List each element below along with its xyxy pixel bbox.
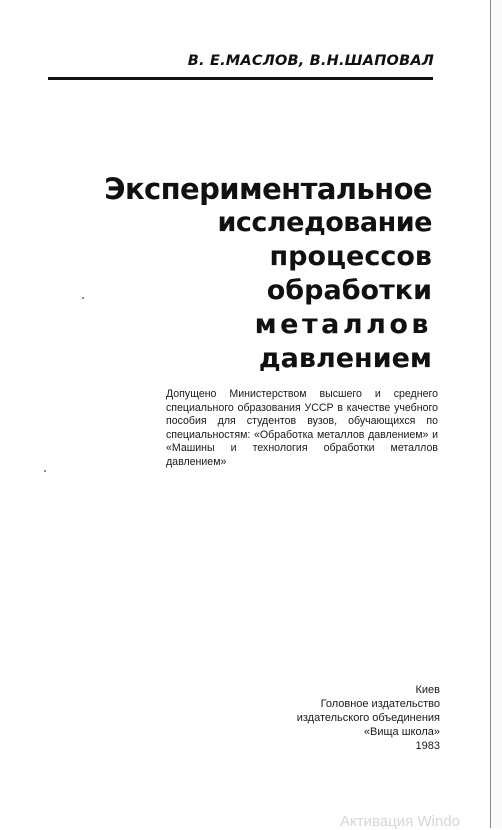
title-line-4: обработки <box>266 275 432 306</box>
imprint-year: 1983 <box>415 740 440 752</box>
approval-statement: Допущено Министерством высшего и среднего специального образования УССР в качестве учебного пособия для студентов вузов, обучающихся по специальностям: «Обработка металлов давлением» и «Машины и технология обработки металлов давлением» <box>166 388 438 468</box>
title-line-2: исследование <box>217 207 432 238</box>
print-speck <box>44 470 46 472</box>
imprint-publisher-line-2: издательского объединения <box>296 712 440 724</box>
title-line-3: процессов <box>269 241 432 272</box>
imprint-publisher-line-3: «Вища школа» <box>363 726 440 738</box>
page-right-edge <box>490 0 502 828</box>
publisher-imprint <box>297 683 440 753</box>
header-rule <box>48 77 433 80</box>
title-line-6: давлением <box>258 343 432 374</box>
imprint-city: Киев <box>415 684 440 696</box>
windows-activation-watermark: Активация Windo <box>340 813 460 830</box>
title-line-1: Экспериментальное <box>104 172 432 206</box>
book-title <box>104 172 432 376</box>
title-line-5: металлов <box>254 309 432 340</box>
authors-line: В. Е.МАСЛОВ, В.Н.ШАПОВАЛ <box>187 53 434 69</box>
print-speck <box>82 297 84 299</box>
imprint-publisher-line-1: Головное издательство <box>320 698 440 710</box>
